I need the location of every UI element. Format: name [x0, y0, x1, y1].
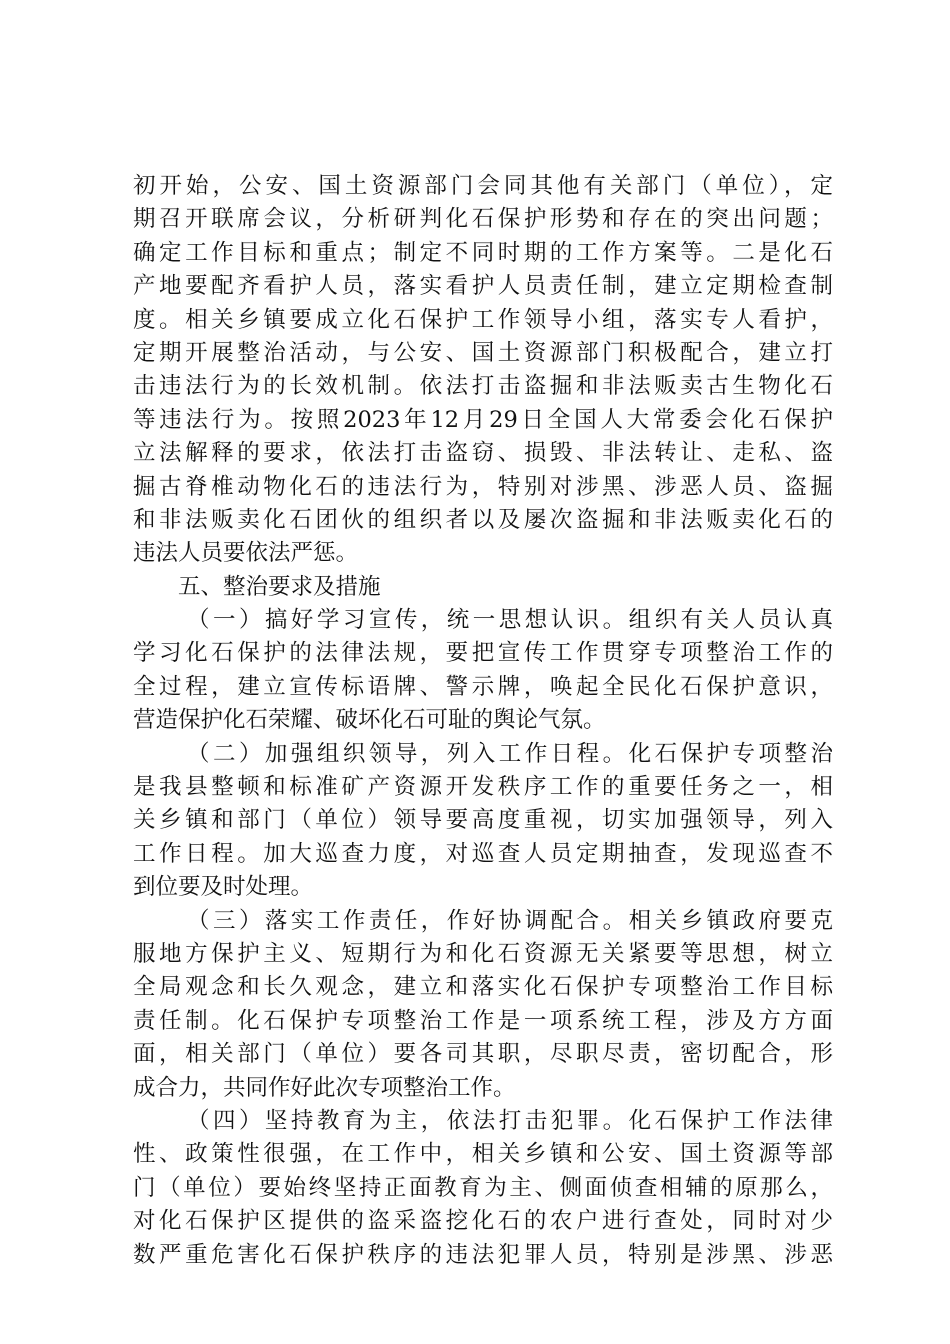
- text-line: 数严重危害化石保护秩序的违法犯罪人员，特别是涉黑、涉恶: [133, 1241, 833, 1268]
- text-line: 是我县整顿和标准矿产资源开发秩序工作的重要任务之一，相: [133, 774, 833, 801]
- text-line: （四）坚持教育为主，依法打击犯罪。化石保护工作法律: [187, 1107, 833, 1134]
- section-heading: 五、整治要求及措施: [178, 573, 381, 600]
- text-line: 和非法贩卖化石团伙的组织者以及屡次盗掘和非法贩卖化石的: [133, 506, 833, 533]
- text-line: （二）加强组织领导，列入工作日程。化石保护专项整治: [187, 740, 833, 767]
- text-line: 营造保护化石荣耀、破坏化石可耻的舆论气氛。: [133, 707, 606, 734]
- text-line: 性、政策性很强，在工作中，相关乡镇和公安、国土资源等部: [133, 1141, 833, 1168]
- text-line: 门（单位）要始终坚持正面教育为主、侧面侦查相辅的原那么，: [133, 1174, 833, 1201]
- text-line: 确定工作目标和重点；制定不同时期的工作方案等。二是化石: [133, 239, 833, 266]
- text-line: 对化石保护区提供的盗采盗挖化石的农户进行查处，同时对少: [133, 1208, 833, 1235]
- text-line: （一）搞好学习宣传，统一思想认识。组织有关人员认真: [187, 607, 833, 634]
- text-line: 违法人员要依法严惩。: [133, 540, 359, 567]
- text-line: 关乡镇和部门（单位）领导要高度重视，切实加强领导，列入: [133, 807, 833, 834]
- text-line: 全过程，建立宣传标语牌、警示牌，唤起全民化石保护意识，: [133, 673, 833, 700]
- text-line: 初开始，公安、国土资源部门会同其他有关部门（单位），定: [133, 173, 833, 199]
- text-line: 期召开联席会议，分析研判化石保护形势和存在的突出问题；: [133, 206, 833, 233]
- text-line: 面，相关部门（单位）要各司其职，尽职尽责，密切配合，形: [133, 1041, 833, 1068]
- text-line: 服地方保护主义、短期行为和化石资源无关紧要等思想，树立: [133, 940, 833, 967]
- text-line: 击违法行为的长效机制。依法打击盗掘和非法贩卖古生物化石: [133, 373, 833, 400]
- text-line: 到位要及时处理。: [133, 874, 314, 901]
- text-line: 全局观念和长久观念，建立和落实化石保护专项整治工作目标: [133, 974, 833, 1001]
- text-line: 成合力，共同作好此次专项整治工作。: [133, 1074, 516, 1101]
- text-line: 产地要配齐看护人员，落实看护人员责任制，建立定期检查制: [133, 273, 833, 300]
- text-line: 度。相关乡镇要成立化石保护工作领导小组，落实专人看护，: [133, 306, 833, 333]
- text-line: 掘古脊椎动物化石的违法行为，特别对涉黑、涉恶人员、盗掘: [133, 473, 833, 500]
- document-body: [133, 170, 833, 1272]
- text-line: 定期开展整治活动，与公安、国土资源部门积极配合，建立打: [133, 339, 833, 366]
- text-line: 学习化石保护的法律法规，要把宣传工作贯穿专项整治工作的: [133, 640, 833, 667]
- text-line: 立法解释的要求，依法打击盗窃、损毁、非法转让、走私、盗: [133, 440, 833, 467]
- text-line: 工作日程。加大巡查力度，对巡查人员定期抽查，发现巡查不: [133, 840, 833, 867]
- text-line: 责任制。化石保护专项整治工作是一项系统工程，涉及方方面: [133, 1007, 833, 1034]
- text-line: （三）落实工作责任，作好协调配合。相关乡镇政府要克: [187, 907, 833, 934]
- text-line: 等违法行为。按照2023年12月29日全国人大常委会化石保护: [133, 406, 833, 433]
